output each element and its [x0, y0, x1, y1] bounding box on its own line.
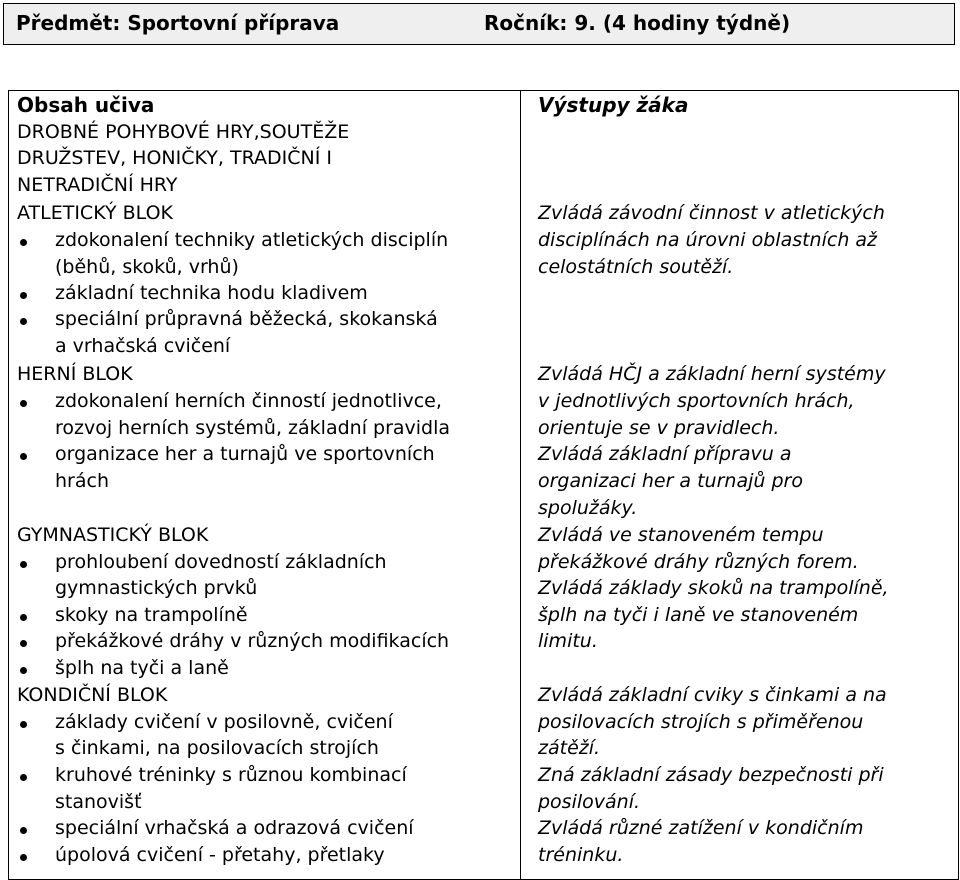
- content-line: kruhové tréninky s různou kombinací: [55, 764, 407, 786]
- content-line: šplh na tyči a laně: [55, 657, 229, 679]
- outcome-line: celostátních soutěží.: [538, 256, 734, 278]
- bullet-icon: [20, 561, 27, 568]
- content-line: základy cvičení v posilovně, cvičení: [55, 711, 393, 733]
- outcome-line: orientuje se v pravidlech.: [538, 417, 780, 439]
- outcome-line: Zná základní zásady bezpečnosti při: [538, 764, 884, 786]
- content-line: překážkové dráhy v různých modifikacích: [55, 630, 450, 652]
- outcome-line: Zvládá základní cviky s činkami a na: [538, 684, 887, 706]
- content-line: DRUŽSTEV, HONIČKY, TRADIČNÍ I: [17, 147, 332, 169]
- content-line: prohloubení dovedností základních: [55, 551, 387, 573]
- outcome-line: Zvládá závodní činnost v atletických: [538, 202, 885, 224]
- content-line: stanovišť: [55, 791, 142, 813]
- bullet-icon: [20, 667, 27, 674]
- outcome-line: limitu.: [538, 630, 598, 652]
- content-line: rozvoj herních systémů, základní pravidla: [55, 417, 451, 439]
- content-line: skoky na trampolíně: [55, 604, 248, 626]
- outcome-line: organizaci her a turnajů pro: [538, 470, 803, 492]
- content-line: DROBNÉ POHYBOVÉ HRY,SOUTĚŽE: [17, 121, 350, 143]
- outcome-line: Zvládá základy skoků na trampolíně,: [538, 577, 889, 599]
- bullet-icon: [20, 614, 27, 621]
- content-line: zdokonalení techniky atletických disciplín: [55, 229, 449, 251]
- content-line: úpolová cvičení - přetahy, přetlaky: [55, 844, 385, 866]
- section-heading-games: HERNÍ BLOK: [17, 363, 133, 385]
- outcome-line: šplh na tyči i laně ve stanoveném: [538, 604, 859, 626]
- content-line: gymnastických prvků: [55, 577, 258, 599]
- outcome-line: Zvládá různé zatížení v kondičním: [538, 817, 864, 839]
- content-line: NETRADIČNÍ HRY: [17, 174, 178, 196]
- outcome-line: Zvládá základní přípravu a: [538, 443, 792, 465]
- content-line: a vrhačská cvičení: [55, 335, 231, 357]
- content-line: organizace her a turnajů ve sportovních: [55, 443, 435, 465]
- header-box: [3, 3, 955, 45]
- bullet-icon: [20, 292, 27, 299]
- bullet-icon: [20, 400, 27, 407]
- bullet-icon: [20, 640, 27, 647]
- outcome-line: v jednotlivých sportovních hrách,: [538, 390, 855, 412]
- outcomes-column-heading: Výstupy žáka: [538, 93, 689, 117]
- subject-title: Předmět: Sportovní příprava: [16, 11, 340, 35]
- content-line: s činkami, na posilovacích strojích: [55, 737, 379, 759]
- outcome-line: tréninku.: [538, 844, 624, 866]
- section-heading-athletics: ATLETICKÝ BLOK: [17, 202, 173, 224]
- bullet-icon: [20, 453, 27, 460]
- column-divider: [520, 90, 521, 880]
- grade-title: Ročník: 9. (4 hodiny týdně): [484, 11, 791, 35]
- outcome-line: disciplínách na úrovni oblastních až: [538, 229, 878, 251]
- outcome-line: Zvládá HČJ a základní herní systémy: [538, 363, 886, 385]
- content-column-heading: Obsah učiva: [17, 93, 155, 117]
- bullet-icon: [20, 827, 27, 834]
- outcome-line: posilování.: [538, 791, 641, 813]
- content-line: speciální vrhačská a odrazová cvičení: [55, 817, 414, 839]
- bullet-icon: [20, 239, 27, 246]
- content-line: hrách: [55, 470, 109, 492]
- content-line: zdokonalení herních činností jednotlivce,: [55, 390, 442, 412]
- outcome-line: překážkové dráhy různých forem.: [538, 551, 859, 573]
- outcome-line: spolužáky.: [538, 497, 638, 519]
- content-line: (běhů, skoků, vrhů): [55, 256, 239, 278]
- bullet-icon: [20, 854, 27, 861]
- content-line: základní technika hodu kladivem: [55, 282, 368, 304]
- outcome-line: posilovacích strojích s přiměřenou: [538, 711, 864, 733]
- bullet-icon: [20, 774, 27, 781]
- content-line: speciální průpravná běžecká, skokanská: [55, 308, 438, 330]
- outcome-line: zátěží.: [538, 737, 601, 759]
- outcome-line: Zvládá ve stanoveném tempu: [538, 524, 824, 546]
- section-heading-conditioning: KONDIČNÍ BLOK: [17, 684, 168, 706]
- bullet-icon: [20, 318, 27, 325]
- section-heading-gymnastics: GYMNASTICKÝ BLOK: [17, 524, 209, 546]
- bullet-icon: [20, 721, 27, 728]
